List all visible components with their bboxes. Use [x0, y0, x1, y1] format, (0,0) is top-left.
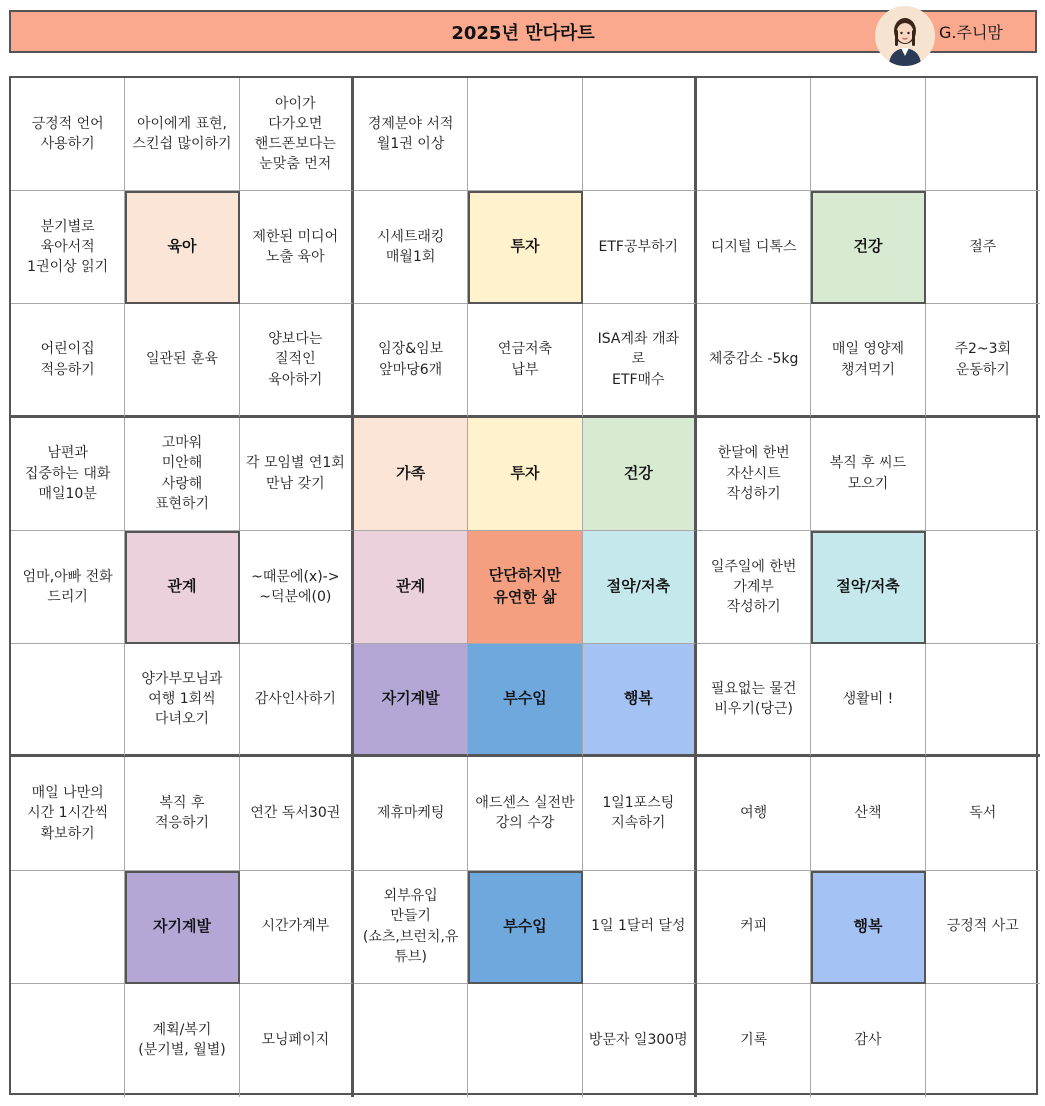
avatar	[875, 6, 935, 66]
action-cell	[11, 871, 125, 984]
avatar-illustration-icon	[875, 6, 935, 66]
action-cell: 1일 1달러 달성	[583, 871, 697, 984]
action-cell: 계획/복기 (분기별, 월별)	[125, 984, 239, 1097]
action-cell: 감사	[811, 984, 925, 1097]
action-cell: 커피	[697, 871, 811, 984]
goal-cell: 자기계발	[354, 644, 468, 757]
action-cell: 기록	[697, 984, 811, 1097]
action-cell: 제휴마케팅	[354, 757, 468, 870]
action-cell	[926, 531, 1040, 644]
goal-cell: 육아	[125, 191, 239, 304]
action-cell	[583, 78, 697, 191]
action-cell: 여행	[697, 757, 811, 870]
action-cell: ~때문에(x)-> ~덕분에(0)	[240, 531, 354, 644]
goal-cell: 절약/저축	[583, 531, 697, 644]
action-cell: 일관된 훈육	[125, 304, 239, 417]
action-cell: 아이에게 표현, 스킨쉽 많이하기	[125, 78, 239, 191]
action-cell: 감사인사하기	[240, 644, 354, 757]
goal-cell: 자기계발	[125, 871, 239, 984]
action-cell: 방문자 일300명	[583, 984, 697, 1097]
action-cell: 연금저축 납부	[468, 304, 582, 417]
action-cell: 연간 독서30권	[240, 757, 354, 870]
action-cell	[11, 644, 125, 757]
action-cell	[468, 78, 582, 191]
goal-cell: 투자	[468, 418, 582, 531]
goal-cell: 관계	[354, 531, 468, 644]
action-cell	[926, 644, 1040, 757]
action-cell	[811, 78, 925, 191]
action-cell: 아이가 다가오면 핸드폰보다는 눈맞춤 먼저	[240, 78, 354, 191]
action-cell: 복직 후 적응하기	[125, 757, 239, 870]
action-cell: 분기별로 육아서적 1권이상 읽기	[11, 191, 125, 304]
goal-cell: 건강	[583, 418, 697, 531]
action-cell: 한달에 한번 자산시트 작성하기	[697, 418, 811, 531]
action-cell: 시세트래킹 매월1회	[354, 191, 468, 304]
action-cell: 독서	[926, 757, 1040, 870]
action-cell: 임장&임보 앞마당6개	[354, 304, 468, 417]
action-cell: 1일1포스팅 지속하기	[583, 757, 697, 870]
author-name: G.주니맘	[939, 23, 1003, 42]
goal-cell: 투자	[468, 191, 582, 304]
action-cell: 시간가계부	[240, 871, 354, 984]
action-cell	[926, 984, 1040, 1097]
action-cell: ISA계좌 개좌 로 ETF매수	[583, 304, 697, 417]
action-cell: 남편과 집중하는 대화 매일10분	[11, 418, 125, 531]
action-cell: ETF공부하기	[583, 191, 697, 304]
action-cell: 각 모임별 연1회 만남 갖기	[240, 418, 354, 531]
action-cell: 양가부모님과 여행 1회씩 다녀오기	[125, 644, 239, 757]
action-cell: 경제분야 서적 월1권 이상	[354, 78, 468, 191]
action-cell: 긍정적 사고	[926, 871, 1040, 984]
action-cell	[354, 984, 468, 1097]
action-cell	[926, 418, 1040, 531]
action-cell	[926, 78, 1040, 191]
action-cell	[468, 984, 582, 1097]
action-cell: 복직 후 씨드 모으기	[811, 418, 925, 531]
goal-cell: 절약/저축	[811, 531, 925, 644]
action-cell: 애드센스 실전반 강의 수강	[468, 757, 582, 870]
action-cell: 필요없는 물건 비우기(당근)	[697, 644, 811, 757]
action-cell: 체중감소 -5kg	[697, 304, 811, 417]
goal-cell: 행복	[811, 871, 925, 984]
action-cell: 외부유입 만들기 (쇼츠,브런치,유 튜브)	[354, 871, 468, 984]
action-cell: 산책	[811, 757, 925, 870]
goal-cell: 행복	[583, 644, 697, 757]
action-cell: 일주일에 한번 가계부 작성하기	[697, 531, 811, 644]
mandalart-grid	[9, 76, 1038, 1095]
action-cell: 절주	[926, 191, 1040, 304]
action-cell: 디지털 디톡스	[697, 191, 811, 304]
action-cell: 제한된 미디어 노출 육아	[240, 191, 354, 304]
title-bar	[9, 10, 1037, 53]
goal-cell: 가족	[354, 418, 468, 531]
goal-cell: 부수입	[468, 644, 582, 757]
action-cell: 주2~3회 운동하기	[926, 304, 1040, 417]
goal-cell: 부수입	[468, 871, 582, 984]
goal-cell: 관계	[125, 531, 239, 644]
goal-cell: 단단하지만 유연한 삶	[468, 531, 582, 644]
action-cell	[11, 984, 125, 1097]
action-cell: 어린이집 적응하기	[11, 304, 125, 417]
action-cell: 양보다는 질적인 육아하기	[240, 304, 354, 417]
action-cell: 매일 영양제 챙겨먹기	[811, 304, 925, 417]
action-cell: 긍정적 언어 사용하기	[11, 78, 125, 191]
action-cell: 매일 나만의 시간 1시간씩 확보하기	[11, 757, 125, 870]
action-cell: 고마워 미안해 사랑해 표현하기	[125, 418, 239, 531]
action-cell	[697, 78, 811, 191]
action-cell: 모닝페이지	[240, 984, 354, 1097]
page-title: 2025년 만다라트	[451, 22, 595, 44]
action-cell: 생활비 !	[811, 644, 925, 757]
goal-cell: 건강	[811, 191, 925, 304]
action-cell: 엄마,아빠 전화 드리기	[11, 531, 125, 644]
